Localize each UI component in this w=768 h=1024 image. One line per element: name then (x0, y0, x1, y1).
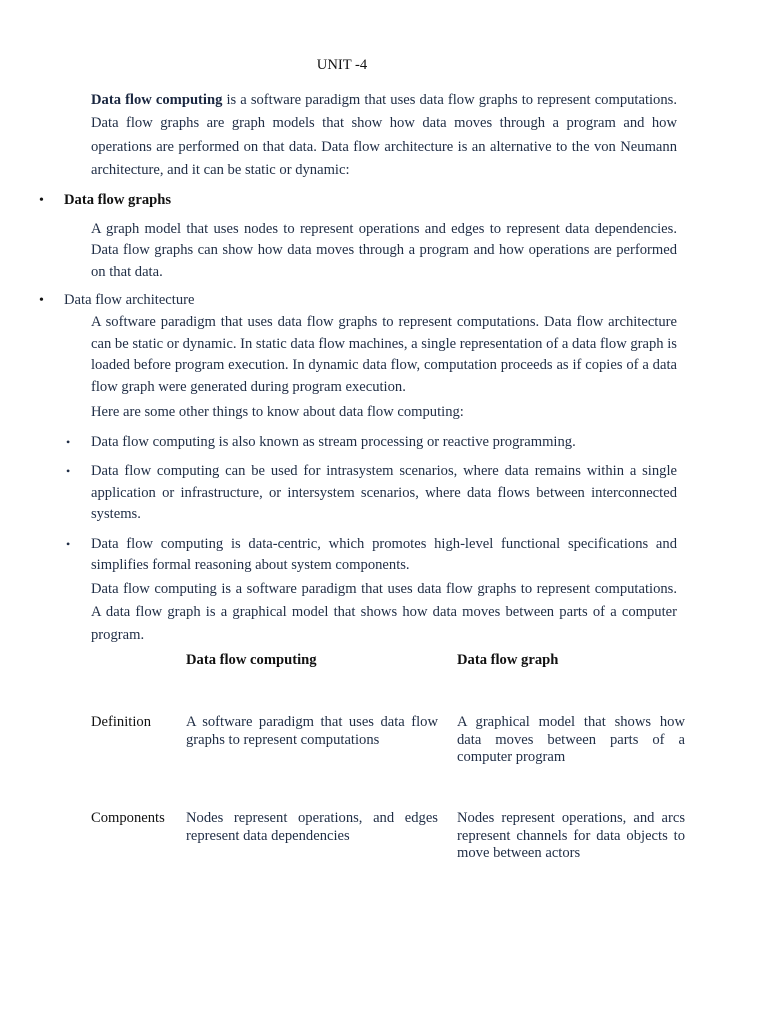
intro-text: is a software paradigm that uses data flow graphs to represent computations. Data flow graphs are graph models that show how data moves through a program and how operations are performed on that data. Data flow architecture is an alternative to the von Neumann architecture, and it can be static or dynamic: (91, 92, 677, 179)
cell-graph: Nodes represent operations, and arcs represent channels for data objects to move between actors (457, 810, 685, 862)
bullet-icon: • (66, 537, 71, 551)
row-label: Definition (91, 714, 151, 730)
fact-item: Data flow computing is data-centric, which promotes high-level functional specifications and simplifies formal reasoning about system components. (91, 536, 677, 573)
cell-graph: A graphical model that shows how data moves between parts of a computer program (457, 714, 685, 766)
intro-term: Data flow computing (91, 92, 223, 108)
fact-item: Data flow computing can be used for intrasystem scenarios, where data remains within a single application or infrastructure, or intersystem scenarios, where data flows between interconnected systems. (91, 463, 677, 522)
bullet-icon: • (66, 464, 71, 478)
table-header-row (91, 652, 685, 714)
summary-paragraph: Data flow computing is a software paradigm that uses data flow graphs to represent computations. A data flow graph is a graphical model that shows how data moves between parts of a computer program. (91, 581, 677, 643)
bullet-icon: • (66, 435, 71, 449)
comparison-table (91, 652, 685, 870)
page-title: UNIT -4 (316, 57, 368, 73)
section-heading-architecture: Data flow architecture (64, 292, 195, 308)
cell-computing: A software paradigm that uses data flow graphs to represent computations (186, 714, 438, 748)
intro-paragraph (91, 89, 677, 183)
bullet-icon: • (39, 193, 44, 208)
section-text-graphs: A graph model that uses nodes to represent operations and edges to represent data dependencies. Data flow graphs can show how data moves through a program and how operations are performed on that data. (91, 221, 677, 280)
row-label: Components (91, 810, 165, 826)
table-header-computing: Data flow computing (186, 652, 317, 668)
table-row (91, 810, 685, 870)
cell-computing: Nodes represent operations, and edges represent data dependencies (186, 810, 438, 844)
fact-item: Data flow computing is also known as stream processing or reactive programming. (91, 434, 576, 450)
section-followup: Here are some other things to know about data flow computing: (91, 404, 464, 420)
section-heading-graphs: Data flow graphs (64, 192, 172, 208)
bullet-icon: • (39, 293, 44, 308)
table-header-blank (91, 652, 186, 714)
table-row (91, 714, 685, 810)
table-header-graph: Data flow graph (457, 652, 559, 668)
section-text-architecture: A software paradigm that uses data flow graphs to represent computations. Data flow architecture can be static or dynamic. In static data flow machines, a single representation of a data flow graph is loaded before program execution. In dynamic data flow, computation proceeds as if copies of a data flow graph were generated during program execution. (91, 314, 677, 395)
